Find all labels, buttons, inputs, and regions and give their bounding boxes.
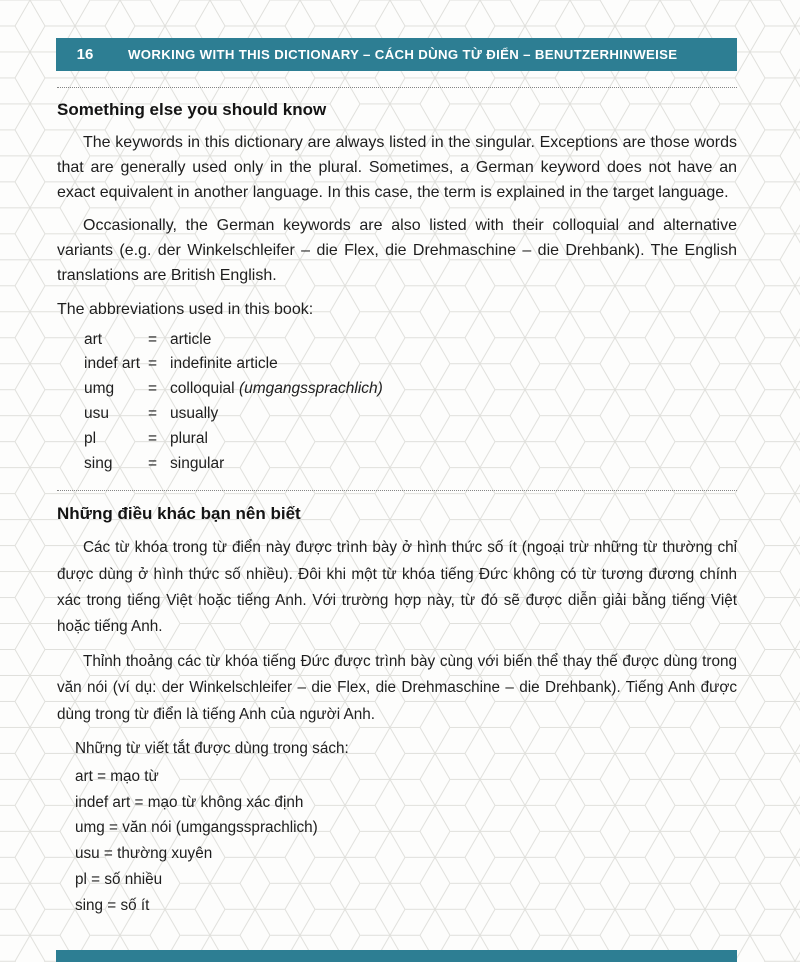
abbr-meaning: plural <box>170 429 208 447</box>
equals-sign: = <box>148 380 158 398</box>
vietnamese-section <box>57 504 737 918</box>
abbr-term: art <box>84 330 103 348</box>
vn-abbr-line: sing = số ít <box>75 896 150 914</box>
english-section-heading: Something else you should know <box>57 100 327 119</box>
vietnamese-abbreviations-intro: Những từ viết tắt được dùng trong sách: <box>75 739 349 757</box>
equals-sign: = <box>148 330 158 348</box>
abbr-meaning-text: colloquial <box>170 380 235 398</box>
english-paragraph-1: The keywords in this dictionary are always listed in the singular. Exceptions are those words that are generally used only in the plural. Sometimes, a German keyword does not have an exact equivalent in another language. In this case, the term is explained in the target language. <box>57 134 737 201</box>
abbr-meaning: singular <box>170 454 225 472</box>
english-paragraph-2: Occasionally, the German keywords are also listed with their colloquial and alternative variants (e.g. der Winkelschleifer – die Flex, die Drehmaschine – die Drehbank). The English translations are British English. <box>57 217 737 284</box>
english-section <box>57 100 737 476</box>
abbr-meaning <box>170 377 737 402</box>
page-number: 16 <box>76 46 94 63</box>
footer-bar <box>56 950 737 962</box>
vn-abbr-line: pl = số nhiều <box>75 870 163 888</box>
vn-abbr-line: indef art = mạo từ không xác định <box>75 793 304 811</box>
vn-abbr-line: usu = thường xuyên <box>75 845 213 863</box>
english-abbreviation-list <box>84 328 737 477</box>
equals-sign: = <box>148 429 158 447</box>
english-abbreviations-intro: The abbreviations used in this book: <box>57 300 314 318</box>
abbr-term: pl <box>84 429 97 447</box>
header-bar <box>56 38 737 71</box>
vietnamese-section-heading: Những điều khác bạn nên biết <box>57 504 301 524</box>
vn-abbr-line: umg = văn nói (umgangssprachlich) <box>75 819 318 837</box>
vietnamese-abbreviation-list <box>75 764 737 919</box>
equals-sign: = <box>148 355 158 373</box>
abbr-meaning: usually <box>170 404 219 422</box>
header-title: WORKING WITH THIS DICTIONARY – CÁCH DÙNG TỪ ĐIỂN – BENUTZERHINWEISE <box>128 47 678 62</box>
abbr-term: indef art <box>84 355 141 373</box>
abbr-meaning: article <box>170 330 212 348</box>
vn-abbr-line: art = mạo từ <box>75 767 159 785</box>
abbr-term: umg <box>84 380 115 398</box>
equals-sign: = <box>148 404 158 422</box>
abbr-term: sing <box>84 454 113 472</box>
vietnamese-paragraph-1: Các từ khóa trong từ điển này được trình bày ở hình thức số ít (ngoại trừ những từ thường chỉ được dùng ở hình thức số nhiều). Đôi khi một từ khóa tiếng Đức không có từ tương đương chính xác trong tiếng Việt hoặc tiếng Anh. Với trường hợp này, từ đó sẽ được diễn giải bằng tiếng Việt hoặc tiếng Anh. <box>57 539 737 635</box>
dotted-divider-middle <box>57 490 737 491</box>
abbr-term: usu <box>84 404 109 422</box>
equals-sign: = <box>148 454 158 472</box>
dotted-divider-top <box>57 87 737 88</box>
abbr-meaning-italic: (umgangssprachlich) <box>238 380 383 398</box>
abbr-meaning: indefinite article <box>170 355 278 373</box>
vietnamese-paragraph-2: Thỉnh thoảng các từ khóa tiếng Đức được trình bày cùng với biến thể thay thế được dùng trong văn nói (ví dụ: der Winkelschleifer – die Flex, die Drehmaschine – die Drehbank). Tiếng Anh được dùng trong từ điển là tiếng Anh của người Anh. <box>57 653 737 723</box>
page-content <box>57 71 737 919</box>
